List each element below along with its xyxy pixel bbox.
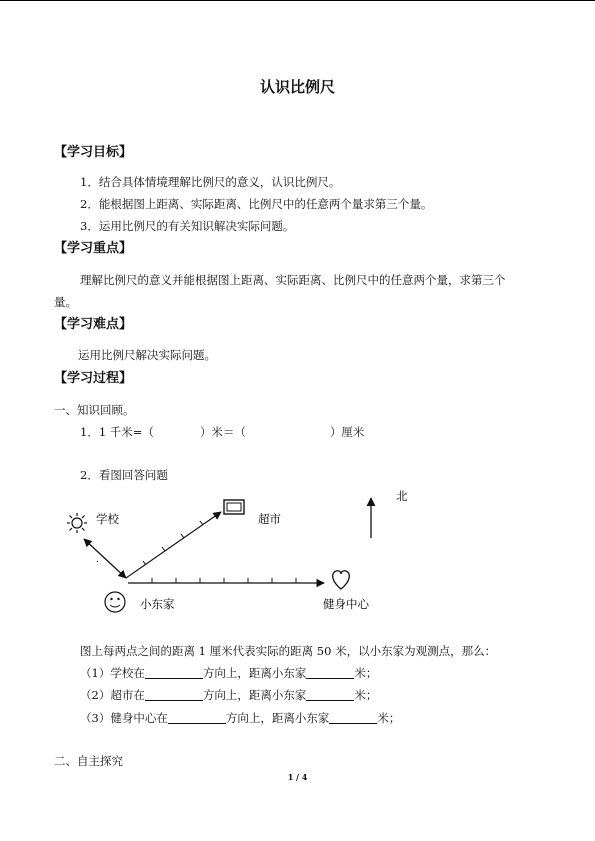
goal-item-1: 1．结合具体情境理解比例尺的意义，认识比例尺。 xyxy=(80,175,341,189)
map-diagram xyxy=(0,480,595,620)
q-item-2-mid: 方向上，距离小东家 xyxy=(202,688,307,702)
page-title: 认识比例尺 xyxy=(259,78,335,96)
q1-suffix: ）厘米 xyxy=(329,425,365,439)
q-item-1-distance-blank[interactable] xyxy=(306,666,354,679)
school-route-ticks xyxy=(97,561,98,562)
page-number: 1 / 4 xyxy=(287,772,308,782)
sun-icon xyxy=(67,513,87,533)
q-item-2-distance-blank[interactable] xyxy=(306,688,354,701)
school-route-line xyxy=(84,539,126,578)
q1-prefix: 1．1 千米=（ xyxy=(80,425,154,439)
part1-title: 一、知识回顾。 xyxy=(54,403,135,417)
part2-title: 二、自主探究 xyxy=(54,754,123,768)
q-item-1-suffix: 米； xyxy=(354,666,378,680)
question-item-3 xyxy=(80,711,400,725)
q-item-1-prefix: （1）学校在 xyxy=(80,666,145,680)
q1-mid: ）米＝（ xyxy=(199,425,246,439)
key-text-line2: 量。 xyxy=(54,295,77,309)
goals-heading: 【学习目标】 xyxy=(54,145,133,160)
q-item-2-direction-blank[interactable] xyxy=(145,688,203,701)
home-label: 小东家 xyxy=(140,597,175,611)
key-text-line1: 理解比例尺的意义并能根据图上距离、实际距离、比例尺中的任意两个量，求第三个 xyxy=(80,273,506,287)
supermarket-icon xyxy=(224,500,244,514)
goal-item-3: 3．运用比例尺的有关知识解决实际问题。 xyxy=(80,219,295,233)
q-item-3-suffix: 米； xyxy=(377,711,401,725)
heart-icon xyxy=(333,571,350,589)
q-item-3-distance-blank[interactable] xyxy=(329,711,377,724)
goal-item-2: 2．能根据图上距离、实际距离、比例尺中的任意两个量求第三个量。 xyxy=(80,197,433,211)
process-heading: 【学习过程】 xyxy=(54,371,133,386)
question-item-1 xyxy=(80,666,377,680)
top-rule xyxy=(0,0,595,1)
q-item-3-direction-blank[interactable] xyxy=(168,711,226,724)
q-item-3-mid: 方向上，距离小东家 xyxy=(225,711,330,725)
school-label: 学校 xyxy=(96,512,119,526)
q-item-2-prefix: （2）超市在 xyxy=(80,688,145,702)
supermarket-route-line xyxy=(126,512,221,578)
question-2-label: 2．看图回答问题 xyxy=(80,468,168,482)
questions-intro: 图上每两点之间的距离 1 厘米代表实际的距离 50 米，以小东家为观测点，那么： xyxy=(80,644,497,658)
difficult-heading: 【学习难点】 xyxy=(54,317,133,332)
q-item-1-mid: 方向上，距离小东家 xyxy=(202,666,307,680)
north-label: 北 xyxy=(396,489,408,503)
supermarket-route-ticks xyxy=(143,521,203,565)
gym-label: 健身中心 xyxy=(323,597,369,611)
smiley-icon xyxy=(105,592,125,612)
q-item-2-suffix: 米； xyxy=(354,688,378,702)
supermarket-label: 超市 xyxy=(258,512,281,526)
difficult-text: 运用比例尺解决实际问题。 xyxy=(78,348,216,362)
q-item-3-prefix: （3）健身中心在 xyxy=(80,711,168,725)
question-1 xyxy=(80,425,364,439)
key-heading: 【学习重点】 xyxy=(54,241,133,256)
question-item-2 xyxy=(80,688,377,702)
gym-route-ticks xyxy=(152,578,296,583)
q-item-1-direction-blank[interactable] xyxy=(145,666,203,679)
